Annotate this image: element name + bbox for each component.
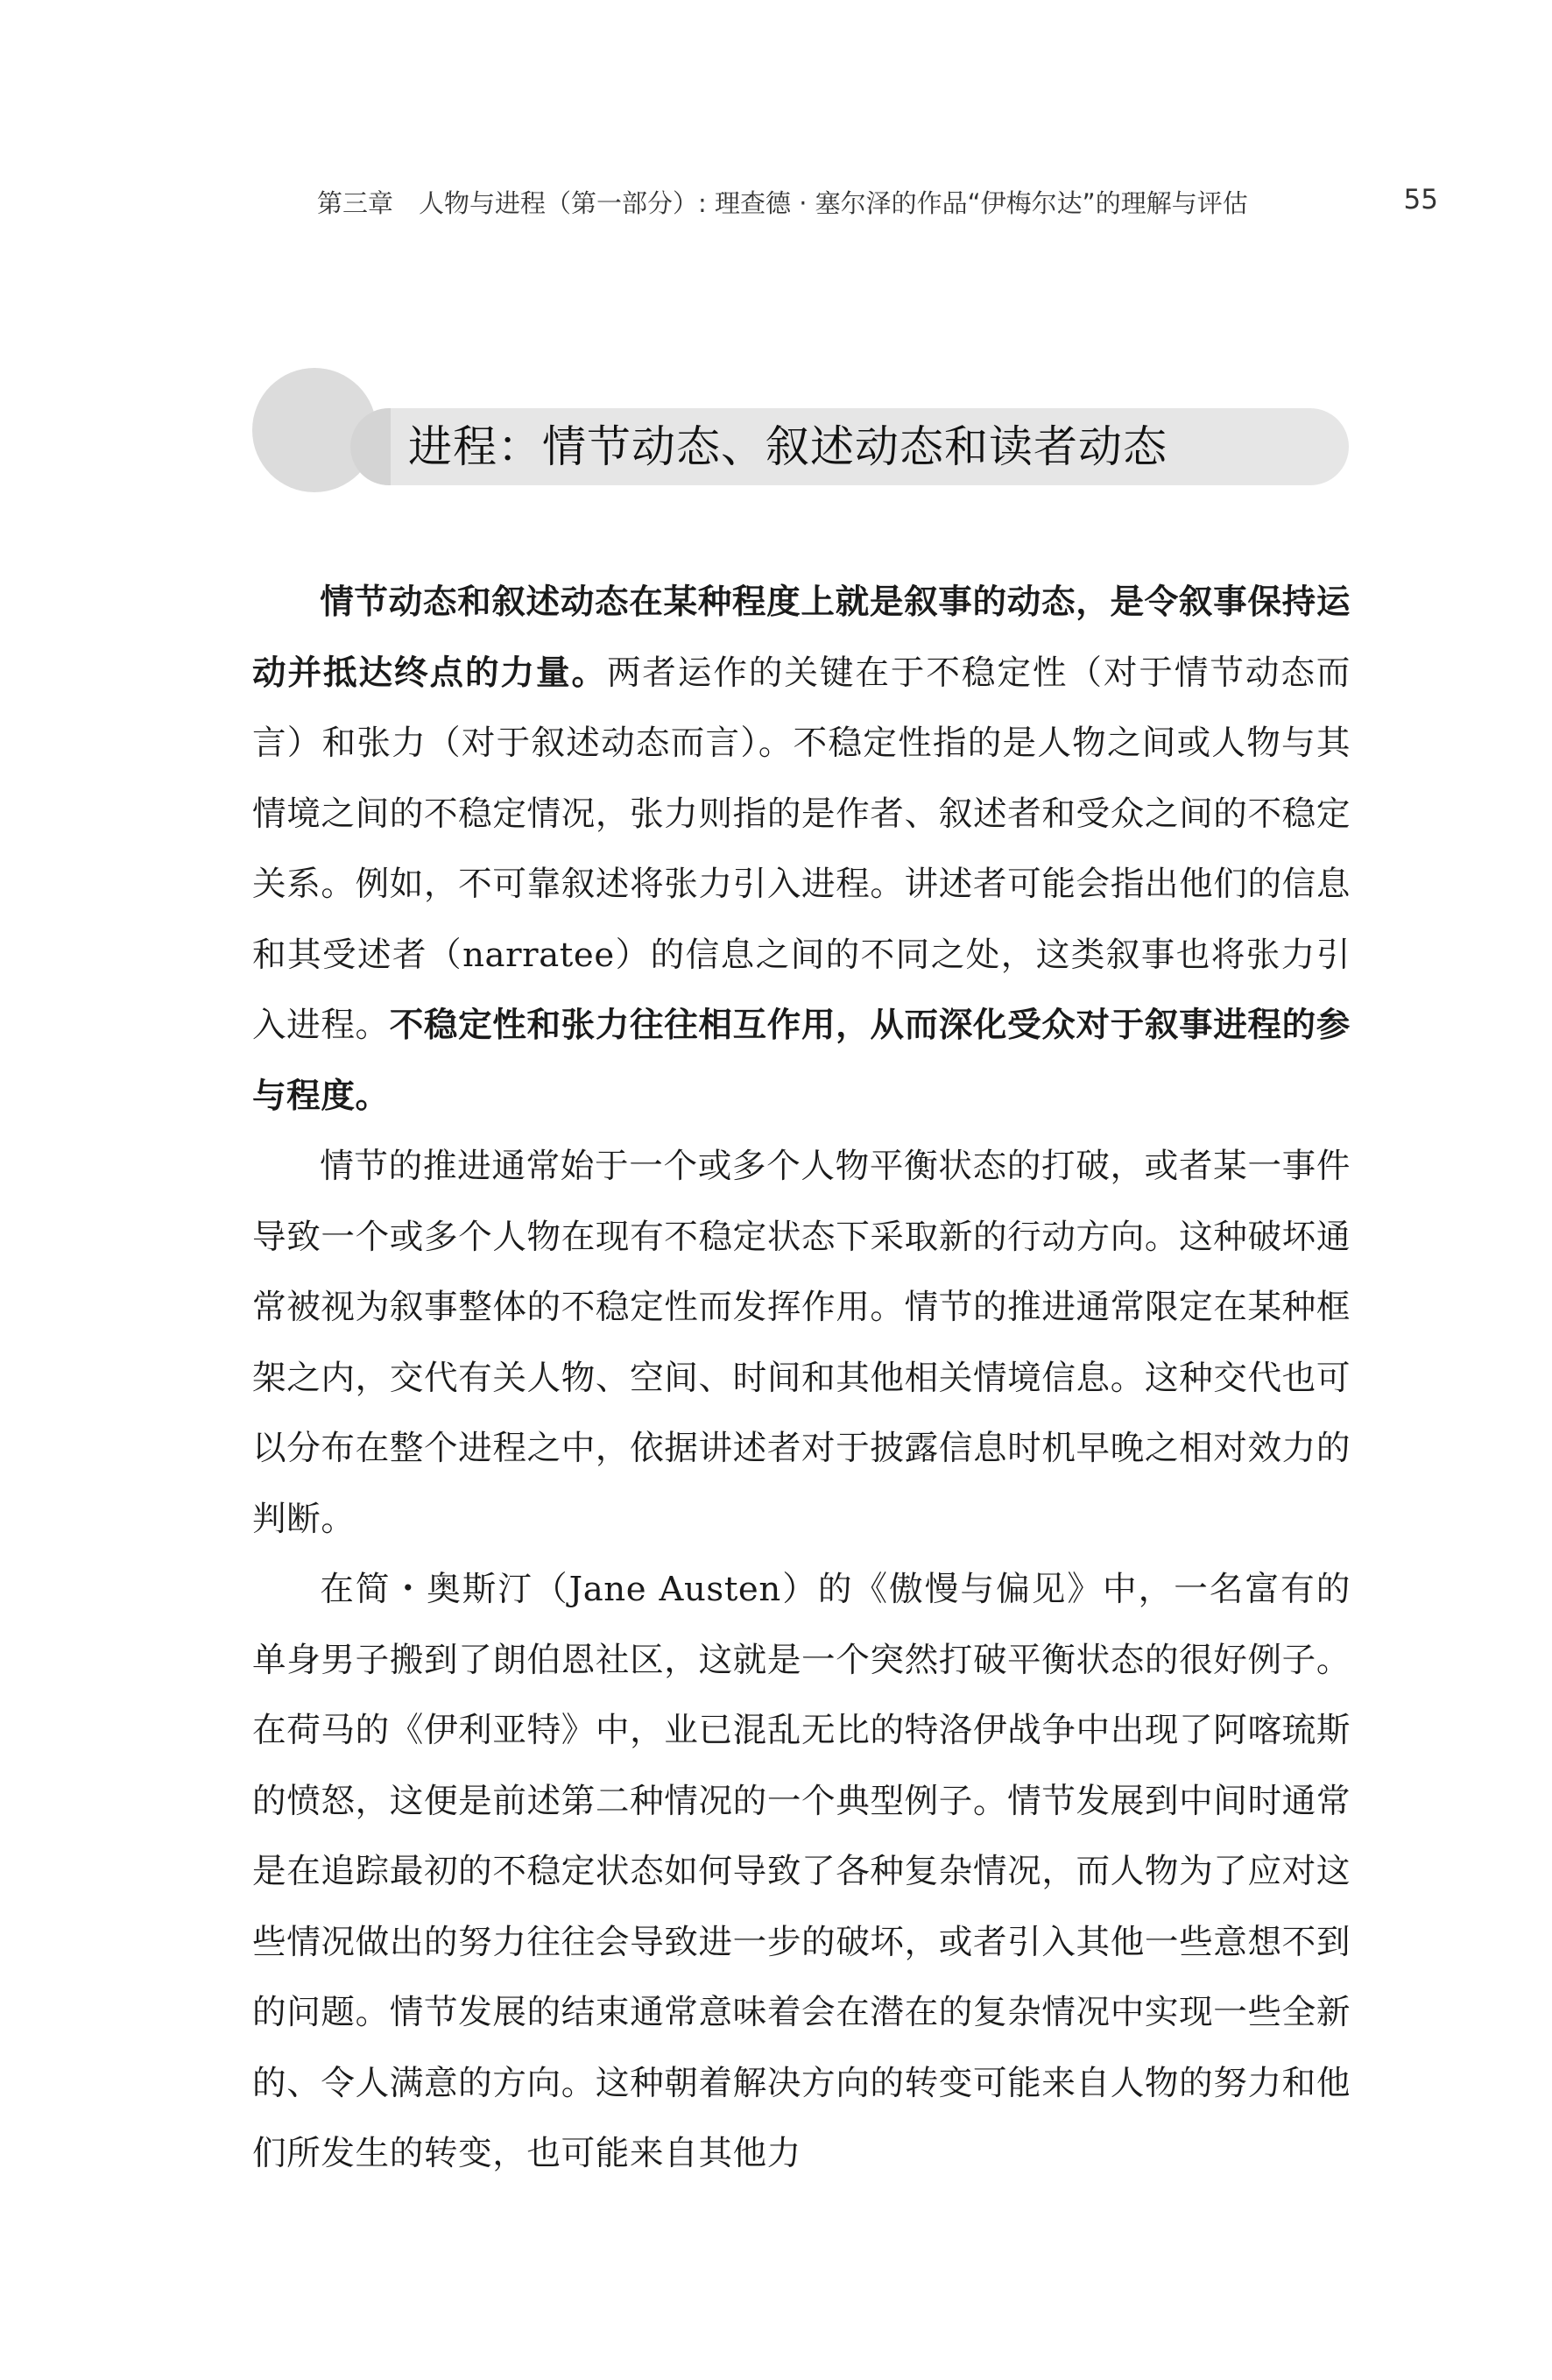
paragraph-2	[252, 1132, 1351, 1555]
paragraph-1	[252, 568, 1351, 1132]
paragraph-1-body: 两者运作的关键在于不稳定性（对于情节动态而言）和张力（对于叙述动态而言）。不稳定性指的是人物之间或人物与其情境之间的不稳定情况，张力则指的是作者、叙述者和受众之间的不稳定关系。例如，不可靠叙述将张力引入进程。讲述者可能会指出他们的信息和其受述者（narratee）的信息之间的不同之处，这类叙事也将张力引入进程。	[252, 653, 1351, 1045]
section-heading-banner	[252, 368, 1349, 492]
paragraph-1-bold-tail: 不稳定性和张力往往相互作用，从而深化受众对于叙事进程的参与程度。	[252, 1006, 1351, 1116]
paragraph-3-body: 在简・奥斯汀（Jane Austen）的《傲慢与偏见》中，一名富有的单身男子搬到了朗伯恩社区，这就是一个突然打破平衡状态的很好例子。在荷马的《伊利亚特》中，业已混乱无比的特洛伊战争中出现了阿喀琉斯的愤怒，这便是前述第二种情况的一个典型例子。情节发展到中间时通常是在追踪最初的不稳定状态如何导致了各种复杂情况，而人物为了应对这些情况做出的努力往往会导致进一步的破坏，或者引入其他一些意想不到的问题。情节发展的结束通常意味着会在潜在的复杂情况中实现一些全新的、令人满意的方向。这种朝着解决方向的转变可能来自人物的努力和他们所发生的转变，也可能来自其他力	[252, 1570, 1351, 2173]
page-number: 55	[1403, 184, 1438, 215]
running-header	[317, 184, 1438, 230]
running-title: 第三章 人物与进程（第一部分）: 理查德 · 塞尔泽的作品“伊梅尔达”的理解与评估	[317, 188, 1248, 218]
paragraph-1-bold-lead: 情节动态和叙述动态在某种程度上就是叙事的动态，是令叙事保持运动并抵达终点的力量。	[252, 583, 1351, 693]
paragraph-3	[252, 1555, 1351, 2190]
body-text	[252, 568, 1351, 2190]
section-title: 进程：情节动态、叙述动态和读者动态	[408, 421, 1168, 472]
paragraph-2-body: 情节的推进通常始于一个或多个人物平衡状态的打破，或者某一事件导致一个或多个人物在现有不稳定状态下采取新的行动方向。这种破坏通常被视为叙事整体的不稳定性而发挥作用。情节的推进通常限定在某种框架之内，交代有关人物、空间、时间和其他相关情境信息。这种交代也可以分布在整个进程之中，依据讲述者对于披露信息时机早晚之相对效力的判断。	[252, 1147, 1351, 1539]
